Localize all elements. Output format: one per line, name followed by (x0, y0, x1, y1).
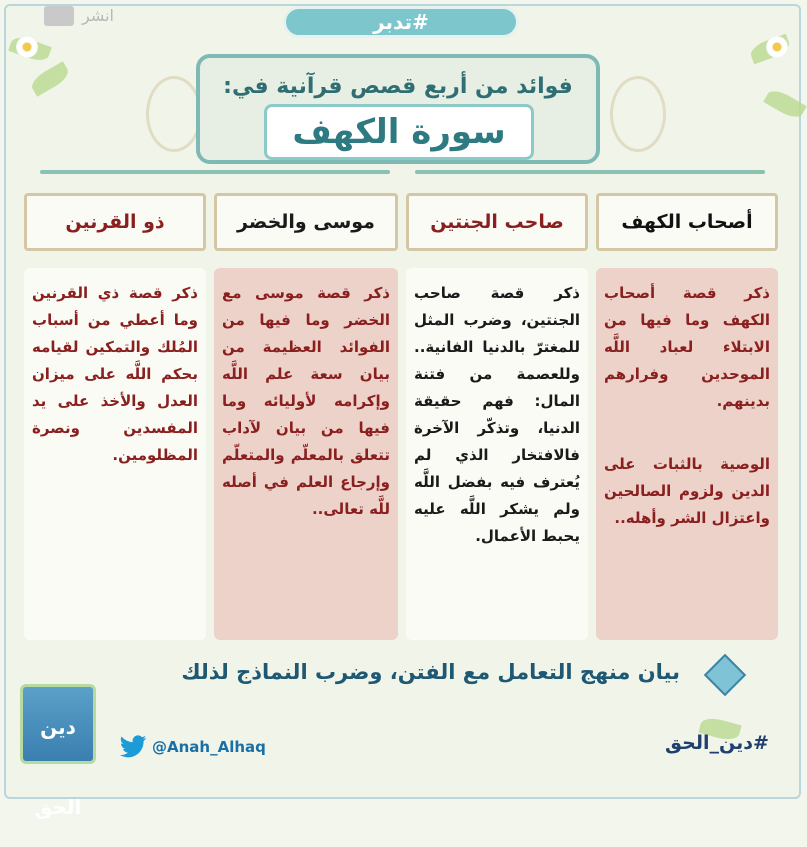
column-dhul-qarnayn (24, 268, 206, 640)
hashtag[interactable]: #دين_الحق (665, 732, 769, 754)
summary-text: بيان منهج التعامل مع الفتن، وضرب النماذج لذلك (181, 660, 680, 684)
column-text: ذكر قصة أصحاب الكهف وما فيها من الابتلاء لعباد اللَّه الموحدين وفرارهم بدينهم. (604, 284, 770, 410)
twitter-icon[interactable] (118, 735, 148, 759)
header-ashab-alkahf (596, 193, 778, 251)
header-sahib-aljannatayn (406, 193, 588, 251)
column-text: ذكر قصة ذي القرنين وما أعطي من أسباب المُلك والتمكين لقيامه بحكم اللَّه على ميزان العدل والأخذ على يد المفسدين ونصرة المظلومين. (32, 284, 198, 464)
share-icon[interactable] (44, 6, 74, 26)
header-label: أصحاب الكهف (621, 211, 753, 233)
column-musa-alkhidr (214, 268, 398, 640)
header-label: ذو القرنين (65, 211, 165, 233)
twitter-handle[interactable]: @Anah_Alhaq (152, 738, 266, 756)
divider-right (415, 170, 765, 174)
column-sahib-aljannatayn (406, 268, 588, 640)
header-dhul-qarnayn (24, 193, 206, 251)
column-text: الوصية بالثبات على الدين ولزوم الصالحين واعتزال الشر وأهله.. (604, 455, 770, 527)
header-musa-alkhidr (214, 193, 398, 251)
header-label: موسى والخضر (237, 211, 375, 233)
column-ashab-alkahf (596, 268, 778, 640)
title-subtitle: فوائد من أربع قصص قرآنية في: (223, 74, 573, 99)
divider-left (40, 170, 390, 174)
logo (20, 684, 96, 819)
flower-icon (766, 36, 788, 58)
column-text: ذكر قصة موسى مع الخضر وما فيها من الفوائد العظيمة من بيان سعة علم اللَّه وإكرامه لأوليائه وما فيها من بيان لآداب تتعلق بالمعلّم والمتعلّم وإرجاع العلم في أصله للَّه تعالى.. (222, 284, 390, 518)
share-label[interactable]: انشر (82, 6, 114, 25)
column-text: ذكر قصة صاحب الجنتين، وضرب المثل للمغترّ بالدنيا الفانية.. وللعصمة من فتنة المال: فهم حقيقة الدنيا، وتذكّر الآخرة فالافتخار الذي لم يُعترف فيه بفضل اللَّه ولم يشكر اللَّه عليه يحبط الأعمال. (414, 284, 580, 545)
logo-text: دين الحق (34, 715, 82, 819)
ornament-left (146, 76, 202, 152)
page-title: سورة الكهف (264, 104, 534, 160)
flower-icon (16, 36, 38, 58)
tadabbur-tag: #تدبر (283, 6, 519, 38)
ornament-right (610, 76, 666, 152)
header-label: صاحب الجنتين (430, 211, 564, 233)
